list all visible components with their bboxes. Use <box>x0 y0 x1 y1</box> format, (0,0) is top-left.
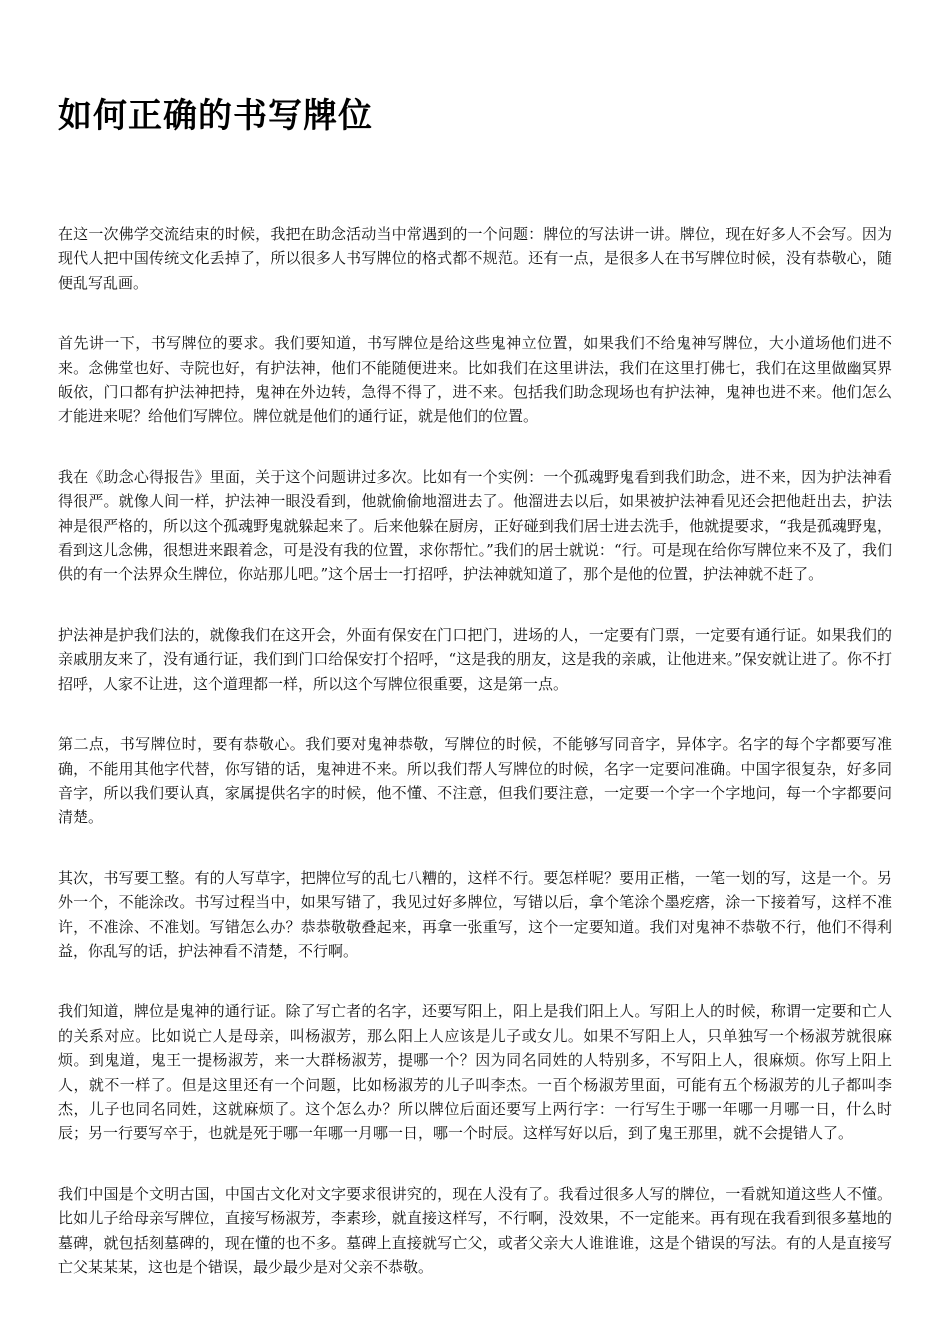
document-body <box>58 222 892 1315</box>
paragraph-2: 首先讲一下，书写牌位的要求。我们要知道，书写牌位是给这些鬼神立位置，如果我们不给鬼神写牌位，大小道场他们进不来。念佛堂也好、寺院也好，有护法神，他们不能随便进来。比如我们在这里讲法，我们在这里打佛七，我们在这里做幽冥界皈依，门口都有护法神把持，鬼神在外边转，急得不得了，进不来。包括我们助念现场也有护法神，鬼神也进不来。他们怎么才能进来呢？给他们写牌位。牌位就是他们的通行证，就是他们的位置。 <box>58 334 892 426</box>
paragraph-3: 我在《助念心得报告》里面，关于这个问题讲过多次。比如有一个实例：一个孤魂野鬼看到我们助念，进不来，因为护法神看得很严。就像人间一样，护法神一眼没看到，他就偷偷地溜进去了。他溜进去以后，如果被护法神看见还会把他赶出去，护法神是很严格的，所以这个孤魂野鬼就躲起来了。后来他躲在厨房，正好碰到我们居士进去洗手，他就提要求，“我是孤魂野鬼，看到这儿念佛，很想进来跟着念，可是没有我的位置，求你帮忙。”我们的居士就说：“行。可是现在给你写牌位来不及了，我们供的有一个法界众生牌位，你站那儿吧。”这个居士一打招呼，护法神就知道了，那个是他的位置，护法神就不赶了。 <box>58 467 892 584</box>
paragraph-1: 在这一次佛学交流结束的时候，我把在助念活动当中常遇到的一个问题：牌位的写法讲一讲。牌位，现在好多人不会写。因为现代人把中国传统文化丢掉了，所以很多人书写牌位的格式都不规范。还有一点，是很多人在书写牌位时候，没有恭敬心，随便乱写乱画。 <box>58 225 892 292</box>
paragraph-7: 我们知道，牌位是鬼神的通行证。除了写亡者的名字，还要写阳上，阳上是我们阳上人。写阳上人的时候，称谓一定要和亡人的关系对应。比如说亡人是母亲，叫杨淑芳，那么阳上人应该是儿子或女儿。如果不写阳上人，只单独写一个杨淑芳就很麻烦。到鬼道，鬼王一提杨淑芳，来一大群杨淑芳，提哪一个？因为同名同姓的人特别多，不写阳上人，很麻烦。你写上阳上人，就不一样了。但是这里还有一个问题，比如杨淑芳的儿子叫李杰。一百个杨淑芳里面，可能有五个杨淑芳的儿子都叫李杰，儿子也同名同姓，这就麻烦了。这个怎么办？所以牌位后面还要写上两行字：一行写生于哪一年哪一月哪一日，什么时辰；另一行要写卒于，也就是死于哪一年哪一月哪一日，哪一个时辰。这样写好以后，到了鬼王那里，就不会提错人了。 <box>58 1002 892 1143</box>
document-title: 如何正确的书写牌位 <box>58 96 373 136</box>
paragraph-4: 护法神是护我们法的，就像我们在这开会，外面有保安在门口把门，进场的人，一定要有门票，一定要有通行证。如果我们的亲戚朋友来了，没有通行证，我们到门口给保安打个招呼，“这是我的朋友，这是我的亲戚，让他进来。”保安就让进了。你不打招呼，人家不让进，这个道理都一样，所以这个写牌位很重要，这是第一点。 <box>58 625 892 693</box>
paragraph-5: 第二点，书写牌位时，要有恭敬心。我们要对鬼神恭敬，写牌位的时候，不能够写同音字，异体字。名字的每个字都要写准确，不能用其他字代替，你写错的话，鬼神进不来。所以我们帮人写牌位的时候，名字一定要问准确。中国字很复杂，好多同音字，所以我们要认真，家属提供名字的时候，他不懂、不注意，但我们要注意，一定要一个字一个字地问，每一个字都要问清楚。 <box>58 735 892 827</box>
paragraph-6: 其次，书写要工整。有的人写草字，把牌位写的乱七八糟的，这样不行。要怎样呢？要用正楷，一笔一划的写，这是一个。另外一个，不能涂改。书写过程当中，如果写错了，我见过好多牌位，写错以后，拿个笔涂个墨疙瘩，涂一下接着写，这样不准许，不准涂、不准划。写错怎么办？恭恭敬敬叠起来，再拿一张重写，这个一定要知道。我们对鬼神不恭敬不行，他们不得利益，你乱写的话，护法神看不清楚，不行啊。 <box>58 868 892 960</box>
paragraph-8: 我们中国是个文明古国，中国古文化对文字要求很讲究的，现在人没有了。我看过很多人写的牌位，一看就知道这些人不懂。比如儿子给母亲写牌位，直接写杨淑芳，李素珍，就直接这样写，不行啊，没效果，不一定能来。再有现在我看到很多墓地的墓碑，就包括刻墓碑的，现在懂的也不多。墓碑上直接就写亡父，或者父亲大人谁谁谁，这是个错误的写法。有的人是直接写亡父某某某，这也是个错误，最少最少是对父亲不恭敬。 <box>58 1184 892 1276</box>
